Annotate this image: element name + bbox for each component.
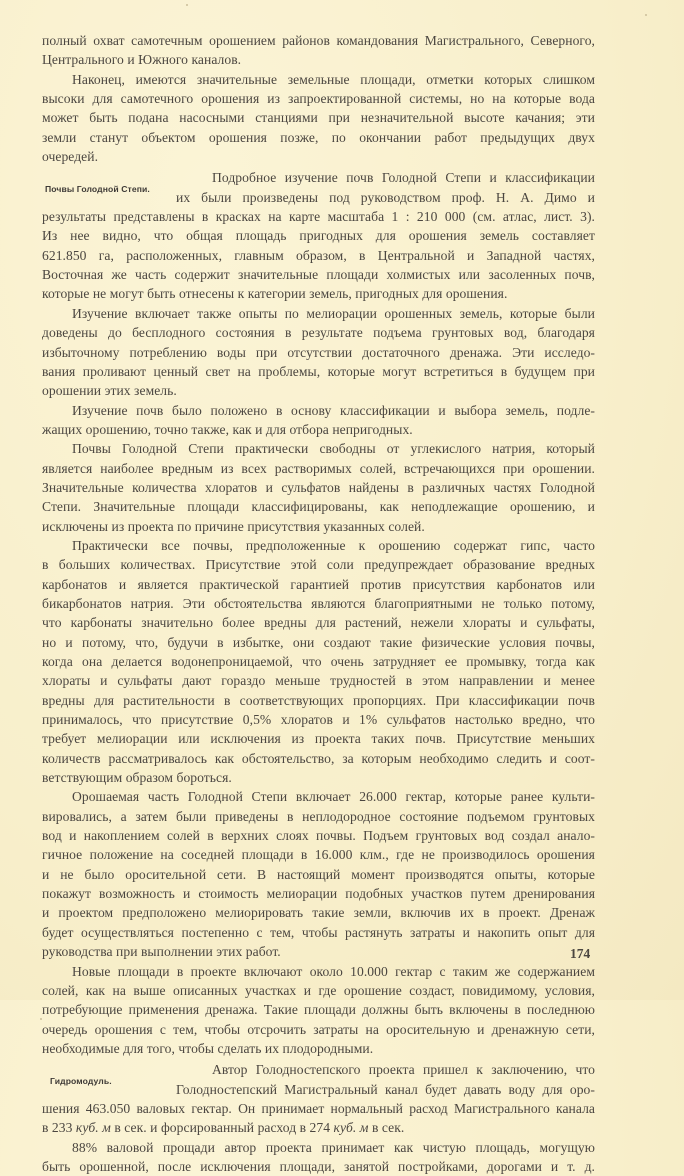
paragraph-net-area	[42, 1138, 595, 1176]
text-line: Подробное изучение почв Голодной Степи и классификации	[212, 170, 595, 186]
text-line: земли станут объектом орошения позже, по окончании работ предыдущих двух	[42, 129, 595, 145]
text-line: когда она делается водонепроницаемой, что очень затрудняет ее промывку, тогда как	[42, 654, 595, 669]
text-line: избыточному потреблению воды при отсутствии достаточного дренажа. Эти исследо-	[42, 344, 595, 360]
text-line: является наиболее вредным из всех растворимых солей, встречающихся при орошении.	[42, 460, 595, 476]
text-line: Голодностепский Магистральный канал будет давать воду для оро-	[176, 1081, 595, 1097]
text-line: что карбонаты значительно более вредны для растений, нежели хлораты и сульфаты,	[42, 615, 595, 631]
paragraph-new-areas	[42, 962, 595, 1059]
text-line: солей, как на выше описанных участках и где орошение создаст, повидимому, условия,	[42, 982, 595, 998]
text-line: Новые площади в проекте включают около 10.000 гектар с таким же содержанием	[72, 963, 595, 979]
text-line-flow-rates	[42, 1118, 595, 1137]
text-line: их были произведены под руководством проф. Н. А. Димо и	[176, 189, 595, 205]
text-line: 621.850 га, расположенных, главным образом, в Центральной и Западной частях,	[42, 247, 595, 263]
paragraph-continuation	[42, 31, 595, 70]
text-line: доведены до бесплодного состояния в результате подъема грунтовых вод, благодаря	[42, 325, 595, 341]
paragraph-irrigated-part	[42, 787, 595, 961]
text-line: хлораты и сульфаты дают гораздо меньше трудностей в этом направлении и менее	[42, 673, 595, 689]
text-line: Из нее видно, что общая площадь пригодных для орошения земель составляет	[42, 228, 595, 244]
text-line: полный охват самотечным орошением районов командования Магистрального, Северного,	[42, 33, 595, 48]
page-number: 174	[570, 946, 591, 961]
text-line: Почвы Голодной Степи практически свободны от углекислого натрия, который	[72, 441, 595, 457]
paragraph-sodium-carbonate	[42, 439, 595, 536]
text-line: требует мелиорации или исключения из проекта таких почв. Присутствие меньших	[42, 731, 595, 747]
flow-text: в сек. и форсированный расход в 274	[110, 1120, 334, 1136]
text-line: карбонатов и является практической гарантией против присутствия карбонатов или	[42, 576, 595, 592]
text-line: очередь орошения с тем, чтобы отсрочить затраты на оросительную и дренажную сети,	[42, 1021, 595, 1037]
text-line: вания проливают ценный свет на проблемы, которые могут встретиться в будущем при	[42, 363, 595, 379]
text-line: бикарбонатов натрия. Эти обстоятельства являются благоприятными не только потому,	[42, 595, 595, 611]
text-line: Центрального и Южного каналов.	[42, 52, 242, 68]
text-line: будет осуществляться постепенно с тем, чтобы растянуть затраты и накопить опыт для	[42, 924, 595, 940]
unit-cubic-meters: куб. м	[333, 1120, 369, 1136]
document-page	[42, 31, 595, 1176]
paper-speck	[40, 1018, 42, 1020]
paragraph-melioration-study	[42, 304, 595, 401]
text-line: вировались, а затем были приведены в неплодородное состояние подъемом грунтовых	[42, 808, 595, 824]
text-line: высоки для самотечного орошения из запроектированной системы, но на которые вода	[42, 91, 595, 107]
text-line: количеств рассматривалось как обстоятельство, за которым необходимо следить и соот-	[42, 750, 595, 766]
paragraph-higher-lands	[42, 70, 595, 167]
text-line: гичное положение на соседней площади в 16.000 клм., где не производилось орошения	[42, 847, 595, 863]
text-line: которые не могут быть отнесены к категории земель, пригодных для орошения.	[42, 286, 508, 302]
paper-speck	[645, 14, 647, 16]
text-line: но и потому, что, будучи в избытке, они создают такие физические условия почвы,	[42, 634, 595, 650]
flow-text: в 233	[42, 1120, 76, 1136]
text-line: очередей.	[42, 149, 99, 165]
section-soils	[42, 168, 595, 303]
text-line: быть орошенной, после исключения площади, занятой постройками, дорогами и т. д.	[42, 1158, 595, 1174]
text-line: Орошаемая часть Голодной Степи включает 26.000 гектар, которые ранее культи-	[72, 789, 595, 805]
text-line: в больших количествах. Присутствие этой соли предупреждает образование вредных	[42, 557, 595, 573]
margin-note-hydromodule: Гидромодуль.	[50, 1076, 112, 1087]
text-line: вод и накоплением солей в верхних слоях почвы. Подъем грунтовых вод создал анало-	[42, 828, 595, 844]
margin-note-soils: Почвы Голодной Степи.	[45, 184, 150, 195]
text-line: результаты представлены в красках на карте масштаба 1 : 210 000 (см. атлас, лист. 3).	[42, 209, 595, 225]
text-line: жащих орошению, точно также, как и для отбора непригодных.	[42, 421, 413, 437]
text-line: Значительные количества хлоратов и сульфатов найдены в различных частях Голодной	[42, 479, 595, 495]
text-line: и проектом предположено мелиорировать такие земли, включив их в проект. Дренаж	[42, 905, 595, 921]
text-line: Наконец, имеются значительные земельные площади, отметки которых слишком	[72, 71, 595, 87]
text-line: Автор Голодностепского проекта пришел к заключению, что	[212, 1062, 595, 1078]
text-line: орошении этих земель.	[42, 383, 177, 399]
text-line: Степи. Значительные площади классифицированы, как неподлежащие орошению, и	[42, 499, 595, 515]
paragraph-gypsum	[42, 536, 595, 787]
text-line: и не было оросительной сети. В настоящий момент производятся опыты, которые	[42, 866, 595, 882]
text-line: Практически все почвы, предположенные к орошению содержат гипс, часто	[72, 537, 595, 553]
unit-cubic-meters: куб. м	[75, 1120, 111, 1136]
text-line: руководства при выполнении этих работ.	[42, 944, 281, 960]
text-line: 88% валовой прощади автор проекта принимает как чистую площадь, могущую	[72, 1139, 595, 1155]
text-line: Восточная же часть содержит значительные площади холмистых или засоленных почв,	[42, 267, 595, 283]
flow-text: в сек.	[368, 1120, 405, 1136]
paragraph-classification-basis	[42, 401, 595, 440]
text-line: ветствующим образом бороться.	[42, 770, 232, 786]
text-line: может быть подана насосными станциями при незначительной высоте качания; эти	[42, 110, 595, 126]
text-line: шения 463.050 валовых гектар. Он принимает нормальный расход Магистрального канала	[42, 1100, 595, 1116]
text-line: принималось, что присутствие 0,5% хлоратов и 1% сульфатов настолько вредно, что	[42, 712, 595, 728]
text-line: необходимые для того, чтобы сделать их плодородными.	[42, 1040, 374, 1056]
text-line: покажут возможность и стоимость мелиорации подобных участков путем дренирования	[42, 886, 595, 902]
text-line: Изучение включает также опыты по мелиорации орошенных земель, которые были	[72, 305, 595, 321]
text-line: исключены из проекта по причине присутствия указанных солей.	[42, 518, 425, 534]
text-line: вредны для растительности в соответствующих пропорциях. При классификации почв	[42, 692, 595, 708]
paper-speck	[186, 4, 188, 6]
text-line: Изучение почв было положено в основу классификации и выбора земель, подле-	[72, 402, 595, 418]
section-hydromodule	[42, 1060, 595, 1137]
text-line: потребующие применения дренажа. Такие площади должны быть включены в последнюю	[42, 1002, 595, 1018]
